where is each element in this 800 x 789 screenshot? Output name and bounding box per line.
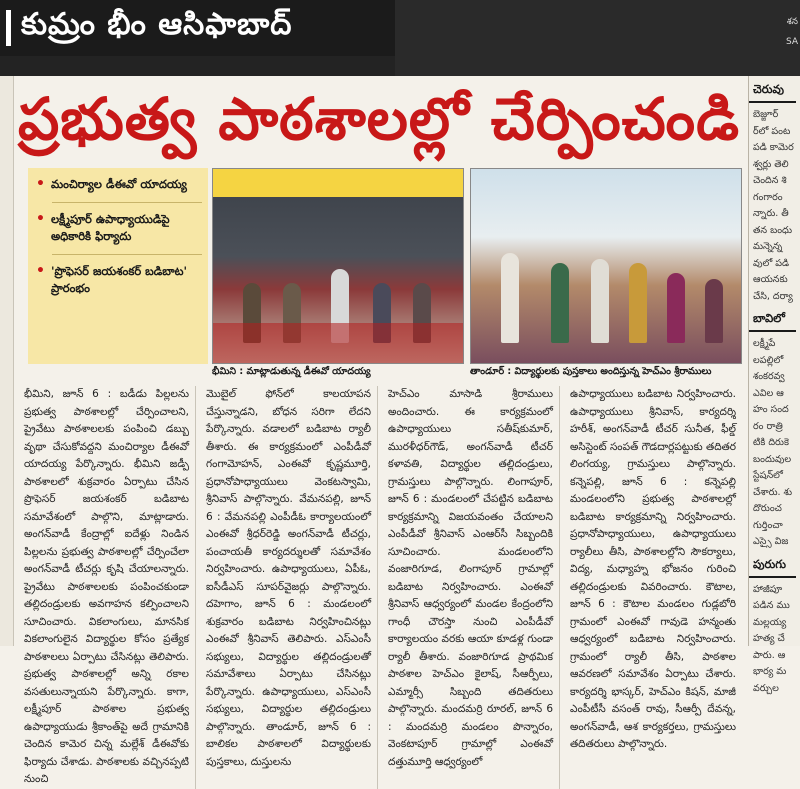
section-banner xyxy=(0,0,395,56)
rail-line: లపల్లిలో xyxy=(753,354,784,366)
column-text: ఉపాధ్యాయులు బడిబాట నిర్వహించారు. ఉపాధ్యాయులు శ్రీనివాస్, కార్యదర్శి హరీశ్, అంగన్‌వాడీ టీచర్ సునీత, ఫీల్డ్ అసిస్టెంట్ సంపత్ గౌడదార్లపట్టుకు తదితర లింగయ్య, గ్రామస్తులు పాల్గొన్నారు. కన్నెపల్లి, జూన్ 6 : కన్నెపల్లి మండలంలోని ప్రభుత్వ పాఠశాలల్లో బడిబాట కార్యక్రమాన్ని నిర్వహించారు. ప్రధానోపాధ్యాయులు, ఉపాధ్యాయులు ర్యాలీలు తీసి, పాఠశాలల్లోని సౌకర్యాలు, విద్య, మధ్యాహ్న భోజనం గురించి తల్లిదండ్రులకు వివరించారు. కౌటాల, జూన్ 6 : కౌటాల మండలం గుడ్లబోరి గ్రామంలో ఎంఈవో గావుడె హన్మంతు ఆధ్వర్యంలో బడిబాట నిర్వహించారు. గ్రామంలో ర్యాలీ తీసి, పాఠశాల ఆవరణలో సమావేశం ఏర్పాటు చేశారు. కార్యదర్శి భాస్కర్, హెచ్‌ఎం కిషన్, మాజీ ఎంపీటీసీ వసంత్ రావు, సీఆర్పీ దేవన్న, అంగన్‌వాడీ, ఆశ కార్యకర్తలు, గ్రామస్తులు తదితరులు పాల్గొన్నారు. xyxy=(570,388,736,750)
column-text: మొబైల్ ఫోన్‌లో కాలయాపన చేస్తున్నాడని, బోధన సరిగా లేదని పేర్కొన్నారు. వడాలలో బడిబాట ర్యాలీ తీశారు. ఈ కార్యక్రమంలో ఎంపీడీవో గంగామోహన్, ఎంఈవో కృష్ణమూర్తి, ప్రధానోపాధ్యాయులు వెంకటస్వామి, శ్రీనివాస్ పాల్గొన్నారు. వేమనపల్లి, జూన్ 6 : వేమనపల్లి ఎంపీడీఓ కార్యాలయంలో ఎంఈవో శ్రీధర్‌రెడ్డి అంగన్‌వాడీ టీచర్లు, పంచాయతీ కార్యదర్శులతో సమావేశం నిర్వహించారు. ఉపాధ్యాయులు, ఏపీఓ, ఐసీడీఎస్ సూపర్‌వైజర్లు పాల్గొన్నారు. దహెగాం, జూన్ 6 : మండలంలో శుక్రవారం బడిబాట నిర్వహించినట్లు ఎంఈవో శ్రీనివాస్ తెలిపారు. ఎస్ఎంసీ సభ్యులు, విద్యార్థుల తల్లిదండ్రులతో సమావేశాలు ఏర్పాటు చేసినట్లు పేర్కొన్నారు. ఉపాధ్యాయులు, ఎస్ఎంసీ సభ్యులు, విద్యార్థుల తల్లిదండ్రులు పాల్గొన్నారు. తాండూర్, జూన్ 6 : బాలికల పాఠశాలలో విద్యార్థులకు పుస్తకాలు, దుస్తులను xyxy=(206,388,371,768)
article-columns xyxy=(24,386,742,785)
rail-line: ఎస్సై విజ xyxy=(753,536,789,547)
rail-line: ఆయనకు xyxy=(753,274,788,285)
highlight-item xyxy=(36,263,202,297)
date-line-2: SA xyxy=(785,37,798,47)
rail-line: వులో పడి xyxy=(753,257,790,269)
headline xyxy=(17,84,741,166)
article-column xyxy=(388,386,560,789)
bullet-icon: • xyxy=(36,211,45,227)
rail-line: హం సంద xyxy=(753,404,789,415)
rail-lines xyxy=(749,107,800,305)
rail-lines xyxy=(749,336,800,551)
photo-caption: భీమిని : మాట్లాడుతున్న డీఈవో యాదయ్య xyxy=(212,366,371,377)
photo-meeting xyxy=(212,168,464,364)
banner-rule xyxy=(6,10,11,46)
highlight-divider xyxy=(52,254,202,255)
masthead-strip xyxy=(395,0,800,76)
date-line-1: శన xyxy=(786,17,798,27)
article-column xyxy=(206,386,378,789)
photo-figure xyxy=(501,253,519,343)
rail-line: రం రాత్రి xyxy=(753,420,783,432)
date-strip xyxy=(786,12,798,52)
rail-line: చేశారు. శు xyxy=(753,486,793,498)
rail-line: భార్య మ xyxy=(753,666,787,677)
rail-line: న్నారు. తీ xyxy=(753,208,789,219)
photo-caption: తాండూర్ : విద్యార్థులకు పుస్తకాలు అందిస్తున్న హెచ్‌ఎం శ్రీరాములు xyxy=(470,366,712,377)
rail-section xyxy=(749,76,800,305)
rail-line: ఎవిల ఆ xyxy=(753,387,784,399)
photo-figure xyxy=(629,263,647,343)
highlight-text: మంచిర్యాల డీఈవో యాదయ్య xyxy=(50,177,187,191)
bullet-icon: • xyxy=(36,263,45,279)
rail-line: ర్‌లో పంట xyxy=(753,125,791,137)
rail-line: దొరుంచ xyxy=(753,503,782,514)
headline-text: ప్రభుత్వ పాఠశాలల్లో చేర్పించండి xyxy=(17,84,741,153)
photo-table xyxy=(213,323,463,363)
rail-line: గంగారం xyxy=(753,191,783,203)
rail-line: చేసి, దర్యా xyxy=(753,290,793,302)
highlight-item xyxy=(36,176,202,193)
column-text: భీమిని, జూన్ 6 : బడీడు పిల్లలను ప్రభుత్వ పాఠశాలల్లో చేర్పించాలని, ప్రైవేటు పాఠశాలలకు పంపించి డబ్బు వృథా చేసుకోవద్దని మంచిర్యాల డీఈవో యాదయ్య పేర్కొన్నారు. భీమిని జడ్పీ పాఠశాలలో శుక్రవారం ఏర్పాటు చేసిన ప్రొఫెసర్ జయశంకర్ బడిబాట సమావేశంలో పాల్గొని, మాట్లాడారు. అంగన్‌వాడీ కేంద్రాల్లో ఐదేళ్లు నిండిన పిల్లలను ప్రభుత్వ పాఠశాలల్లో చేర్పించేలా అంగన్‌వాడీ టీచర్లు కృషి చేయాలన్నారు. ప్రైవేటు పాఠశాలలకు పంపించకుండా తల్లిదండ్రులకు అవగాహన కల్పించాలని సూచించారు. వికలాంగులు, మానసిక వికలాంగులైన విద్యార్థుల కోసం ప్రత్యేక పాఠశాలలు ఏర్పాటు చేసినట్లు తెలిపారు. ప్రభుత్వ పాఠశాలల్లో అన్ని రకాల వసతులున్నాయని పేర్కొన్నారు. కాగా, లక్ష్మీపూర్ పాఠశాల ప్రభుత్వ ఉపాధ్యాయుడు శ్రీకాంత్‌పై అదే గ్రామానికి చెందిన కామెర చిన్న మల్లేశ్ డీఈవోకు ఫిర్యాదు చేశాడు. పాఠశాలకు వచ్చినప్పటి నుంచి xyxy=(24,388,189,785)
rail-lines xyxy=(749,582,800,698)
bullet-icon: • xyxy=(36,176,45,192)
rail-headline: పురుగు xyxy=(749,551,796,578)
rail-headline: చెరువు xyxy=(749,76,796,103)
highlights-box xyxy=(28,168,208,364)
photo-distribution xyxy=(470,168,742,364)
column-text: హెచ్‌ఎం మాసాడి శ్రీరాములు అందించారు. ఈ కార్యక్రమంలో ఉపాధ్యాయులు సతీష్‌కుమార్, మురళీధర్‌గౌడ్, అంగన్‌వాడీ టీచర్ కళావతి, విద్యార్థుల తల్లిదండ్రులు, గ్రామస్తులు పాల్గొన్నారు. లింగాపూర్, జూన్ 6 : మండలంలో చేపట్టిన బడిబాట కార్యక్రమాన్ని విజయవంతం చేయాలని ఎంపీడీవో శ్రీనివాస్ ఎంఆర్‌సీ సిబ్బందికి సూచించారు. మండలంలోని వంజారిగూడ, లింగాపూర్ గ్రామాల్లో బడిబాట నిర్వహించారు. ఎంఈవో శ్రీనివాస్ ఆధ్వర్యంలో మండల కేంద్రంలోని గాంధీ చౌరస్తా నుంచి ఎంపీడీవో కార్యాలయం వరకు ఆయా కూడళ్ల గుండా ర్యాలీ తీశారు. వంజారిగూడ ప్రాథమిక పాఠశాల హెచ్‌ఎం కైలాష్, సీఆర్పీలు, ఎమ్మార్సీ సిబ్బంది తదితరులు పాల్గొన్నారు. మందమర్రి రూరల్, జూన్ 6 : మందమర్రి మండలం పొన్నారం, వెంకటాపూర్ గ్రామాల్లో ఎంఈవో దత్తుమూర్తి ఆధ్వర్యంలో xyxy=(388,388,553,768)
highlight-text: లక్ష్మీపూర్ ఉపాధ్యాయుడిపై అధికారికి ఫిర్యాదు xyxy=(50,212,170,243)
rail-line: లక్ష్మీపే xyxy=(753,338,776,349)
rail-line: గుర్తించా xyxy=(753,519,783,531)
photo-figure xyxy=(591,259,609,343)
photo-figure xyxy=(667,273,685,343)
rail-line: పారు. ఆ xyxy=(753,649,786,661)
left-margin-strip xyxy=(0,76,14,646)
article xyxy=(16,76,742,785)
rail-line: మన్నెన్న xyxy=(753,241,783,252)
photo-figure xyxy=(551,263,569,343)
rail-section xyxy=(749,551,800,698)
rail-line: హాజీపూ xyxy=(753,583,783,595)
section-title: కుమ్రం భీం ఆసిఫాబాద్ xyxy=(21,7,293,42)
rail-line: శంకరవ్వ xyxy=(753,371,785,382)
rail-line: శ్వర్లు తెలి xyxy=(753,158,789,170)
rail-line: చెందిన శి xyxy=(753,175,787,186)
article-column xyxy=(24,386,196,789)
highlight-text: 'ప్రొఫెసర్ జయశంకర్ బడిబాట' ప్రారంభం xyxy=(50,264,188,295)
rail-line: బెజ్జూర్ xyxy=(753,109,779,120)
photo-stage-banner xyxy=(213,169,463,197)
highlight-item xyxy=(36,211,202,245)
rail-line: స్టేషన్‌లో xyxy=(753,470,783,481)
article-column xyxy=(570,386,742,789)
rail-line: టికి దిరుకె xyxy=(753,437,789,448)
right-rail xyxy=(748,76,800,694)
highlight-divider xyxy=(52,202,202,203)
rail-line: మల్లయ్య xyxy=(753,616,787,628)
photo-figure xyxy=(705,279,723,343)
rail-line: తన బంధు xyxy=(753,224,793,236)
rail-line: పడిన ము xyxy=(753,600,790,611)
rail-line: హత్య చే xyxy=(753,633,785,644)
rail-section xyxy=(749,305,800,551)
rail-headline: బావిలో xyxy=(749,305,796,332)
rail-line: పడి కామెర xyxy=(753,142,794,153)
rail-line: బందువుల xyxy=(753,453,792,465)
rail-line: వర్చుల xyxy=(753,682,779,694)
